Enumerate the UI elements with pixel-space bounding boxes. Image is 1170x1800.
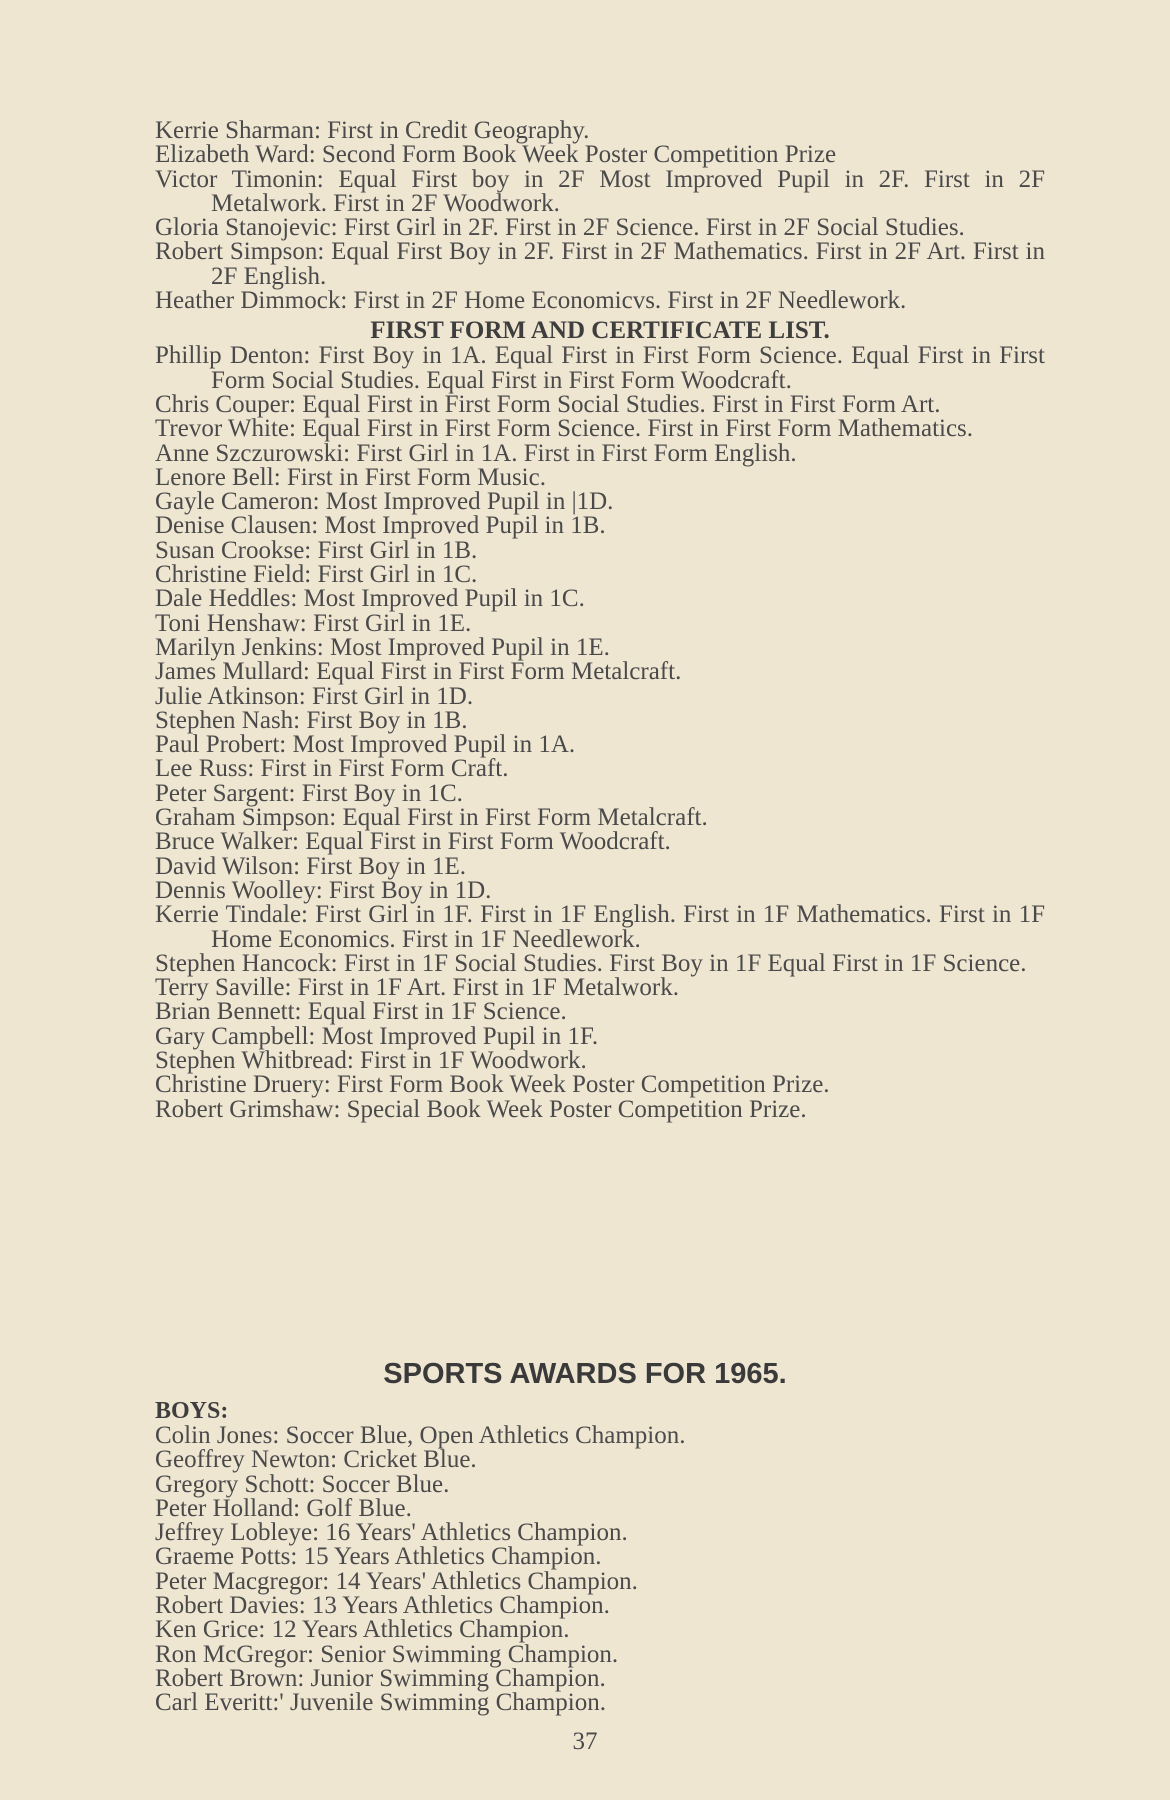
list-entry: Christine Field: First Girl in 1C.: [155, 561, 478, 589]
list-entry: Chris Couper: Equal First in First Form Social Studies. First in First Form Art.: [155, 390, 941, 418]
list-entry: Ken Grice: 12 Years Athletics Champion.: [155, 1616, 570, 1644]
list-entry: Robert Davies: 13 Years Athletics Champion.: [155, 1592, 610, 1620]
list-entry: Gayle Cameron: Most Improved Pupil in |1D.: [155, 488, 614, 516]
list-entry: Heather Dimmock: First in 2F Home Economicvs. First in 2F Needlework.: [155, 287, 907, 315]
list-entry: Terry Saville: First in 1F Art. First in 1F Metalwork.: [155, 974, 679, 1002]
list-entry: James Mullard: Equal First in First Form Metalcraft.: [155, 658, 682, 686]
list-entry: Victor Timonin: Equal First boy in 2F Most Improved Pupil in 2F. First in 2F Metalwork. First in 2F Woodwork.: [155, 165, 1045, 217]
list-entry: Kerrie Tindale: First Girl in 1F. First in 1F English. First in 1F Mathematics. First in 1F Home Economics. First in 1F Needlework.: [155, 901, 1045, 953]
list-entry: Dennis Woolley: First Boy in 1D.: [155, 876, 492, 904]
list-entry: Robert Simpson: Equal First Boy in 2F. First in 2F Mathematics. First in 2F Art. First in 2F English.: [155, 238, 1045, 290]
list-entry: Colin Jones: Soccer Blue, Open Athletics Champion.: [155, 1422, 686, 1449]
list-entry: Graham Simpson: Equal First in First Form Metalcraft.: [155, 804, 708, 832]
list-entry: Susan Crookse: First Girl in 1B.: [155, 536, 478, 564]
boys-subheading: BOYS:: [155, 1398, 229, 1424]
list-entry: Lee Russ: First in First Form Craft.: [155, 755, 509, 783]
list-entry: Christine Druery: First Form Book Week Poster Competition Prize.: [155, 1071, 830, 1099]
list-entry: Anne Szczurowski: First Girl in 1A. First in First Form English.: [155, 439, 797, 467]
list-entry: Brian Bennett: Equal First in 1F Science.: [155, 998, 567, 1026]
sports-awards-heading: SPORTS AWARDS FOR 1965.: [383, 1358, 787, 1390]
first-form-heading: FIRST FORM AND CERTIFICATE LIST.: [370, 317, 830, 345]
list-entry: Peter Holland: Golf Blue.: [155, 1494, 412, 1522]
list-entry: Julie Atkinson: First Girl in 1D.: [155, 682, 474, 710]
list-entry: Phillip Denton: First Boy in 1A. Equal First in First Form Science. Equal First in First Form Social Studies. Equal First in First Form Woodcraft.: [155, 342, 1045, 394]
page-number: 37: [572, 1728, 598, 1755]
list-entry: Elizabeth Ward: Second Form Book Week Poster Competition Prize: [155, 141, 837, 169]
list-entry: Kerrie Sharman: First in Credit Geography.: [155, 117, 590, 144]
prize-list-2f: [155, 119, 1045, 1122]
list-entry: Gloria Stanojevic: First Girl in 2F. First in 2F Science. First in 2F Social Studies.: [155, 214, 965, 242]
list-entry: Geoffrey Newton: Cricket Blue.: [155, 1446, 477, 1474]
list-entry: David Wilson: First Boy in 1E.: [155, 852, 467, 880]
list-entry: Graeme Potts: 15 Years Athletics Champion.: [155, 1543, 602, 1571]
list-entry: Stephen Whitbread: First in 1F Woodwork.: [155, 1046, 587, 1074]
list-entry: Gary Campbell: Most Improved Pupil in 1F.: [155, 1022, 599, 1050]
list-entry: Toni Henshaw: First Girl in 1E.: [155, 609, 472, 637]
sports-awards-list: [155, 1398, 1045, 1716]
list-entry: Stephen Hancock: First in 1F Social Studies. First Boy in 1F Equal First in 1F Science.: [155, 949, 1027, 977]
list-entry: Gregory Schott: Soccer Blue.: [155, 1470, 450, 1498]
first-form-list: [155, 344, 1045, 1122]
list-entry: Trevor White: Equal First in First Form Science. First in First Form Mathematics.: [155, 415, 974, 443]
list-entry: Bruce Walker: Equal First in First Form Woodcraft.: [155, 828, 671, 856]
list-entry: Dale Heddles: Most Improved Pupil in 1C.: [155, 585, 585, 613]
list-entry: Robert Brown: Junior Swimming Champion.: [155, 1664, 606, 1692]
list-entry: Peter Macgregor: 14 Years' Athletics Champion.: [155, 1567, 638, 1595]
list-entry: Denise Clausen: Most Improved Pupil in 1B.: [155, 512, 606, 540]
list-entry: Lenore Bell: First in First Form Music.: [155, 463, 546, 491]
list-entry: Stephen Nash: First Boy in 1B.: [155, 706, 468, 734]
list-entry: Ron McGregor: Senior Swimming Champion.: [155, 1640, 619, 1668]
list-entry: Carl Everitt:' Juvenile Swimming Champion.: [155, 1689, 606, 1717]
list-entry: Robert Grimshaw: Special Book Week Poster Competition Prize.: [155, 1095, 807, 1123]
list-entry: Paul Probert: Most Improved Pupil in 1A.: [155, 731, 576, 759]
list-entry: Peter Sargent: First Boy in 1C.: [155, 779, 463, 807]
list-entry: Marilyn Jenkins: Most Improved Pupil in 1E.: [155, 633, 610, 661]
list-entry: Jeffrey Lobleye: 16 Years' Athletics Champion.: [155, 1519, 628, 1547]
